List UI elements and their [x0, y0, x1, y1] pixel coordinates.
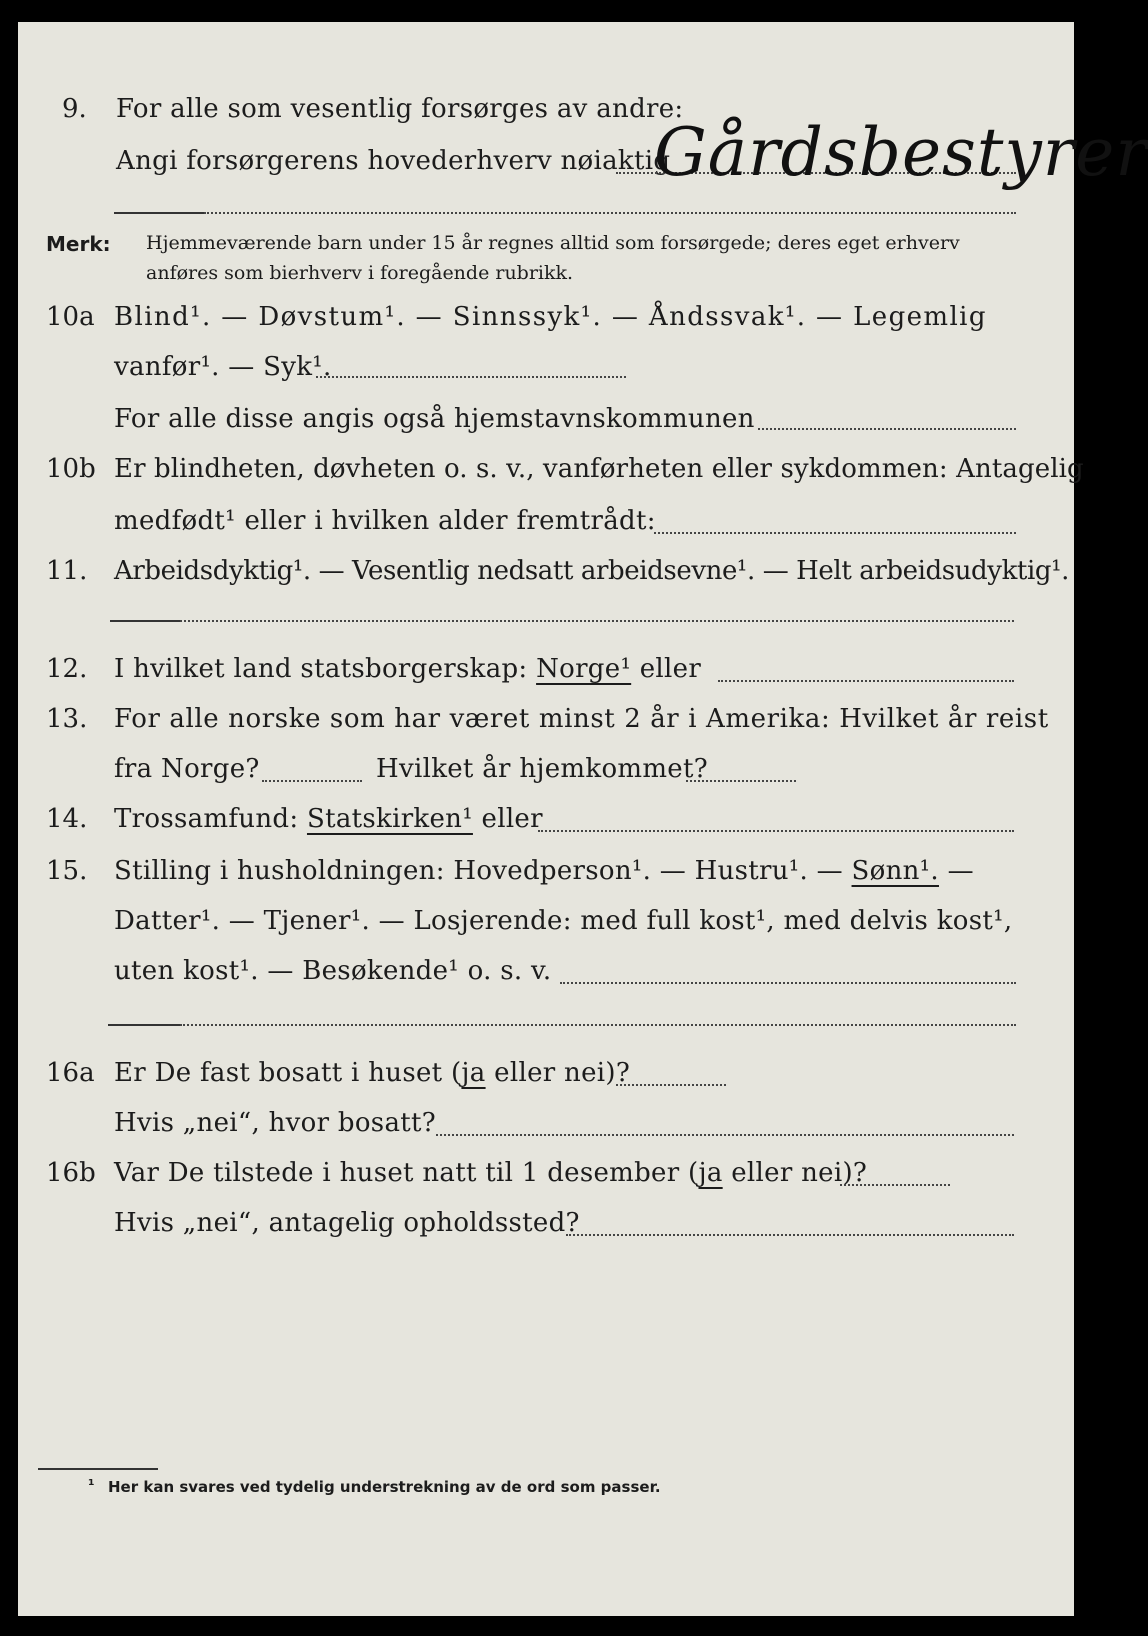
q15-number: 15. — [46, 856, 88, 886]
q16a-hvor-line — [436, 1134, 1014, 1136]
q13-line1: For alle norske som har været minst 2 år i Amerika: Hvilket år reist — [114, 704, 1049, 734]
q15-line1a: Stilling i husholdningen: Hovedperson¹. — Hustru¹. — — [114, 856, 843, 886]
census-form-page — [18, 22, 1148, 1616]
q16b-tilstede-line — [840, 1184, 950, 1186]
q14-line — [114, 804, 543, 834]
q15-line1 — [114, 856, 974, 886]
footnote-rule — [38, 1468, 158, 1470]
q10a-kommune-line — [758, 428, 1016, 430]
q16b-line1c: eller nei)? — [722, 1158, 868, 1188]
merk-text: Hjemmeværende barn under 15 år regnes alltid som forsørgede; deres eget erhverv anføres som bierhverv i foregående rubrikk. — [146, 232, 960, 284]
q15-line1c: — — [947, 856, 974, 886]
q16b-choice-ja: ja — [698, 1158, 723, 1188]
q9-separator — [114, 212, 204, 214]
q15-line2: Datter¹. — Tjener¹. — Losjerende: med full kost¹, med delvis kost¹, — [114, 906, 1013, 936]
q9-line2: Angi forsørgerens hovederhverv nøiaktig — [116, 146, 671, 176]
q11-extra-line — [180, 620, 1014, 622]
q16a-line1 — [114, 1058, 630, 1088]
q15-separator — [108, 1024, 180, 1026]
q12-choice-norge: Norge¹ — [536, 654, 632, 684]
q16a-number: 16a — [46, 1058, 95, 1088]
q14-suffix: eller — [481, 804, 543, 834]
q16a-bosatt-line — [616, 1084, 726, 1086]
q12-land-line — [718, 680, 1014, 682]
q12-prefix: I hvilket land statsborgerskap: — [114, 654, 528, 684]
q10b-number: 10b — [46, 454, 96, 484]
merk-label: Merk: — [46, 232, 111, 256]
q9-number: 9. — [62, 94, 87, 124]
q16b-line1a: Var De tilstede i huset natt til 1 desember ( — [114, 1158, 699, 1188]
q16b-number: 16b — [46, 1158, 96, 1188]
q10a-syk-line — [316, 376, 626, 378]
q13-number: 13. — [46, 704, 88, 734]
q9-line1: For alle som vesentlig forsørges av andre: — [116, 94, 684, 124]
q14-choice-statskirken: Statskirken¹ — [306, 804, 473, 834]
q12-number: 12. — [46, 654, 88, 684]
q10a-number: 10a — [46, 302, 95, 332]
q11-separator — [110, 620, 180, 622]
q15-extra-line — [180, 1024, 1016, 1026]
q10b-line1: Er blindheten, døvheten o. s. v., vanførheten eller sykdommen: Antagelig — [114, 454, 1084, 484]
q14-prefix: Trossamfund: — [114, 804, 299, 834]
q9-handwritten-answer: Gårdsbestyrer — [654, 114, 1148, 191]
q10b-line2: medfødt¹ eller i hvilken alder fremtrådt: — [114, 506, 656, 536]
q12-suffix: eller — [639, 654, 702, 684]
q14-trossamfund-line — [538, 830, 1014, 832]
q16a-choice-ja: ja — [461, 1058, 486, 1088]
q15-line3: uten kost¹. — Besøkende¹ o. s. v. — [114, 956, 552, 986]
q16b-line2: Hvis „nei“, antagelig opholdssted? — [114, 1208, 580, 1238]
q13-line2b: Hvilket år hjemkommet? — [376, 754, 708, 784]
q16a-line1a: Er De fast bosatt i huset ( — [114, 1058, 462, 1088]
q10a-line1: Blind¹. — Døvstum¹. — Sinnssyk¹. — Åndssvak¹. — Legemlig — [114, 302, 987, 332]
q13-reist-line — [262, 780, 362, 782]
footnote-mark: ¹ — [88, 1476, 95, 1494]
q16a-line1c: eller nei)? — [485, 1058, 631, 1088]
q11-line1: Arbeidsdyktig¹. — Vesentlig nedsatt arbeidsevne¹. — Helt arbeidsudyktig¹. — [114, 556, 1070, 586]
q12-line — [114, 654, 701, 684]
q10b-alder-line — [654, 532, 1016, 534]
footnote-text: Her kan svares ved tydelig understrekning av de ord som passer. — [108, 1478, 661, 1496]
q13-hjem-line — [686, 780, 796, 782]
q16b-line1 — [114, 1158, 867, 1188]
q15-choice-sonn: Sønn¹. — [851, 856, 939, 886]
q16a-line2: Hvis „nei“, hvor bosatt? — [114, 1108, 436, 1138]
q10a-line2: vanfør¹. — Syk¹. — [114, 352, 332, 382]
q15-stilling-line — [560, 982, 1016, 984]
q14-number: 14. — [46, 804, 88, 834]
q13-line2a: fra Norge? — [114, 754, 260, 784]
q16b-opholdssted-line — [566, 1234, 1014, 1236]
q10a-line3: For alle disse angis også hjemstavnskommunen — [114, 404, 755, 434]
q9-extra-line — [204, 212, 1016, 214]
q11-number: 11. — [46, 556, 88, 586]
